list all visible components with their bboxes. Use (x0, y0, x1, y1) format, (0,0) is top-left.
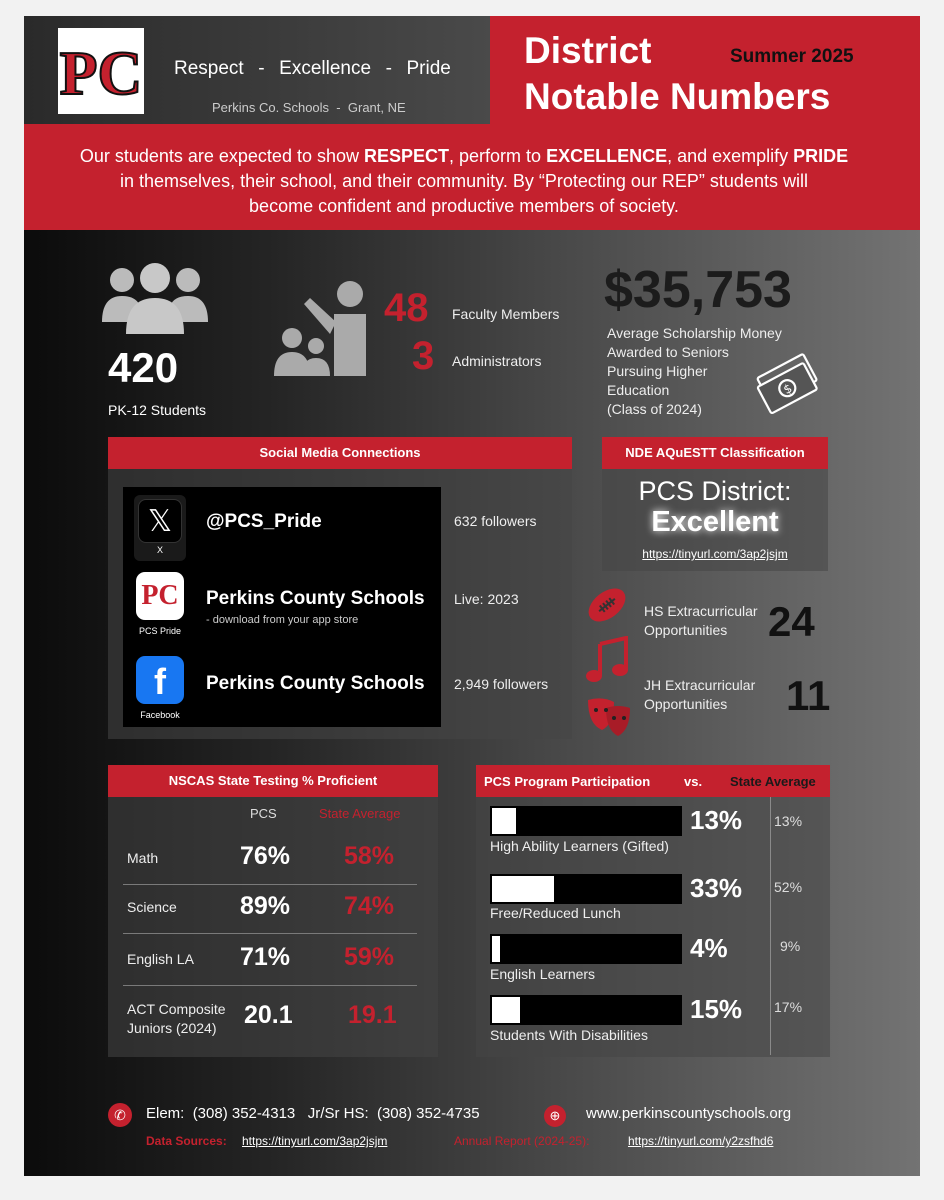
nscas-pcs-value: 89% (240, 892, 291, 920)
program-pct: 15% (690, 994, 743, 1024)
x-followers: 632 followers (454, 513, 537, 529)
program-label: Students With Disabilities (490, 1027, 648, 1043)
website-link[interactable]: www.perkinscountyschools.org (586, 1105, 792, 1122)
nscas-row-label: English LA (127, 951, 194, 967)
admin-label: Administrators (452, 353, 542, 369)
program-divider (770, 797, 771, 1055)
motto: Respect - Excellence - Pride (174, 58, 451, 79)
program-pct: 4% (690, 933, 728, 963)
annual-report-label: Annual Report (2024-25): (454, 1134, 590, 1148)
faculty-label: Faculty Members (452, 306, 560, 322)
nscas-title: NSCAS State Testing % Proficient (108, 765, 438, 797)
mission-statement: Our students are expected to show RESPECT, perform to EXCELLENCE, and exemplify PRIDE in themselves, their school, and their community. By “Protecting our REP” students will become confident and productive members of society. (79, 146, 849, 216)
aquestt-district: PCS District: (638, 476, 792, 506)
infographic-page (24, 16, 920, 1176)
program-pct: 33% (690, 873, 743, 903)
nscas-pcs-value: 71% (240, 943, 291, 971)
x-handle[interactable]: @PCS_Pride (206, 511, 322, 532)
jh-extracurricular-count: 11 (786, 672, 831, 719)
students-label: PK-12 Students (108, 402, 207, 418)
program-bar-fill (492, 997, 520, 1023)
nscas-state-value: 74% (344, 892, 395, 920)
facebook-followers: 2,949 followers (454, 676, 549, 692)
program-label: High Ability Learners (Gifted) (490, 838, 669, 854)
program-bar (490, 934, 682, 964)
students-count: 420 (108, 344, 179, 391)
nscas-divider (123, 985, 417, 986)
app-live-year: Live: 2023 (454, 591, 519, 607)
app-download-note: - download from your app store (206, 614, 359, 626)
program-bar (490, 995, 682, 1025)
program-bar-fill (492, 876, 554, 902)
program-label: English Learners (490, 966, 596, 982)
program-state-pct: 17% (774, 999, 803, 1015)
data-sources-label: Data Sources: (146, 1134, 227, 1148)
faculty-icon (270, 278, 370, 376)
theater-masks-icon (584, 696, 634, 738)
program-pct: 13% (690, 805, 743, 835)
nscas-row-label: ACT Composite Juniors (2024) (127, 1001, 226, 1036)
hs-extracurricular-label: HS Extracurricular Opportunities (644, 603, 758, 638)
nscas-row-label: Science (127, 899, 177, 915)
school-location: Perkins Co. Schools - Grant, NE (212, 100, 406, 115)
nscas-pcs-value: 20.1 (244, 1001, 293, 1029)
data-sources-link[interactable]: https://tinyurl.com/3ap2jsjm (242, 1134, 388, 1148)
program-label: Free/Reduced Lunch (490, 905, 621, 921)
football-icon (584, 582, 630, 628)
globe-icon: ⊕ (544, 1105, 566, 1127)
title-line2: Notable Numbers (524, 76, 831, 117)
aquestt-rating: Excellent (651, 506, 779, 538)
facebook-page[interactable]: Perkins County Schools (206, 673, 425, 694)
scholarship-label: Average Scholarship Money Awarded to Seniors Pursuing Higher Education (Class of 2024) (607, 325, 782, 417)
music-note-icon (584, 636, 630, 684)
students-icon (100, 262, 210, 334)
program-bar-fill (492, 936, 500, 962)
nscas-state-value: 59% (344, 943, 395, 971)
program-state-pct: 52% (774, 879, 803, 895)
x-app-icon[interactable]: 𝕏 X (134, 495, 186, 561)
aquestt-link[interactable]: https://tinyurl.com/3ap2jsjm (642, 547, 788, 561)
app-name[interactable]: Perkins County Schools (206, 588, 425, 609)
program-vs: vs. (684, 774, 703, 789)
aquestt-title: NDE AQuESTT Classification (602, 437, 828, 469)
program-bar (490, 874, 682, 904)
social-title: Social Media Connections (108, 437, 572, 469)
nscas-divider (123, 884, 417, 885)
faculty-count: 48 (384, 286, 429, 330)
nscas-col-pcs: PCS (250, 806, 277, 821)
season: Summer 2025 (730, 46, 854, 67)
svg-text:PC: PC (59, 40, 143, 108)
title-line1: District (524, 30, 652, 71)
program-title: PCS Program Participation (484, 774, 651, 789)
program-state-pct: 13% (774, 813, 803, 829)
admin-count: 3 (412, 334, 435, 378)
nscas-state-value: 58% (344, 842, 395, 870)
district-logo (58, 28, 144, 114)
phone-numbers: Elem: (308) 352-4313 Jr/Sr HS: (308) 352-4735 (146, 1105, 480, 1122)
jh-extracurricular-label: JH Extracurricular Opportunities (644, 677, 756, 712)
nscas-state-value: 19.1 (348, 1001, 397, 1029)
scholarship-amount: $35,753 (604, 261, 792, 319)
program-state-title: State Average (730, 774, 816, 789)
program-bar-fill (492, 808, 516, 834)
svg-text:$: $ (781, 381, 795, 398)
pcs-pride-app-icon[interactable]: PC PCS Pride (132, 572, 188, 642)
nscas-pcs-value: 76% (240, 842, 291, 870)
nscas-divider (123, 933, 417, 934)
phone-icon: ✆ (108, 1103, 132, 1127)
nscas-col-state: State Average (319, 806, 401, 821)
annual-report-link[interactable]: https://tinyurl.com/y2zsfhd6 (628, 1134, 774, 1148)
program-state-pct: 9% (780, 938, 801, 954)
nscas-row-label: Math (127, 850, 159, 866)
money-icon (752, 348, 826, 422)
hs-extracurricular-count: 24 (768, 598, 815, 645)
program-bar (490, 806, 682, 836)
facebook-app-icon[interactable]: f Facebook (132, 656, 188, 724)
